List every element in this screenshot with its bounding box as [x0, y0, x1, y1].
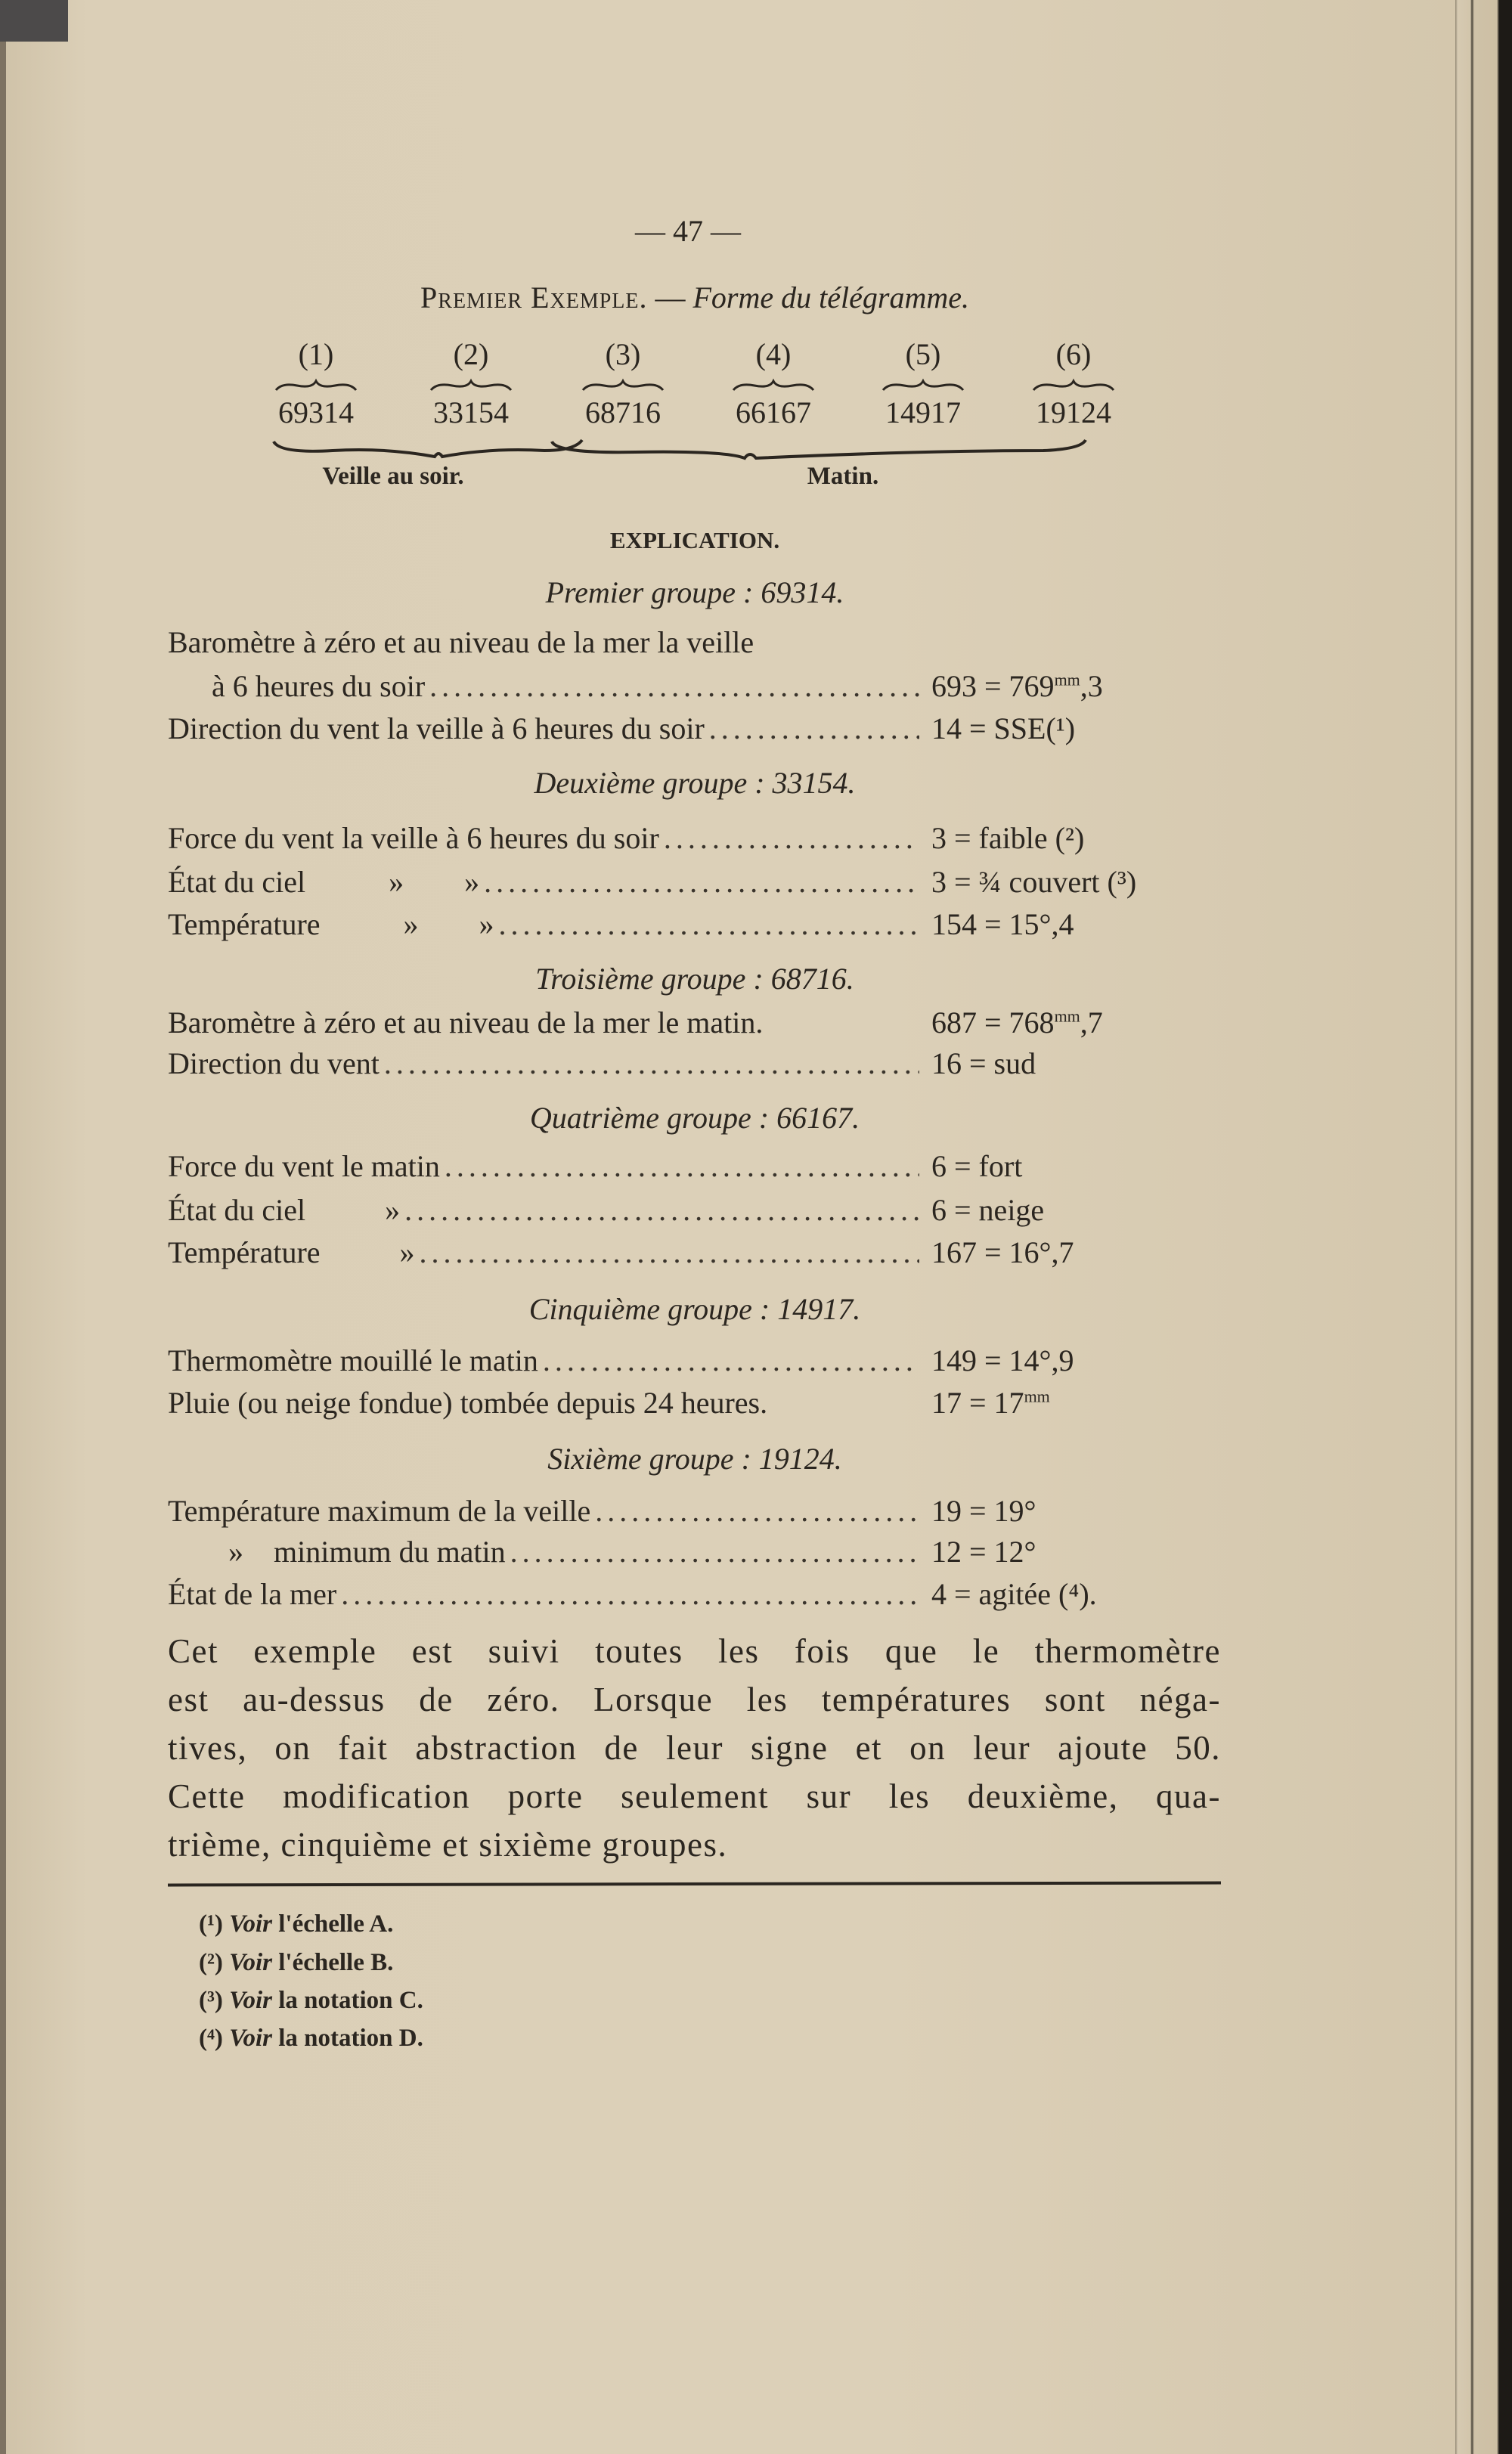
- value-suffix: (³): [1099, 865, 1137, 899]
- row-value: [931, 864, 1136, 900]
- value-suffix: ,3: [1080, 669, 1103, 703]
- row-label: Baromètre à zéro et au niveau de la mer le matin.: [168, 1005, 764, 1040]
- footnote-text: l'échelle B.: [278, 1949, 394, 1976]
- footnote-voir: Voir: [229, 2025, 272, 2052]
- page-number: — 47 —: [635, 214, 741, 248]
- row-label: État du ciel: [168, 1193, 306, 1227]
- explication-row: [168, 711, 924, 746]
- footnote-mark: (⁴): [199, 2025, 223, 2052]
- value-main: 6 = fort: [931, 1149, 1023, 1183]
- binding-edge: [0, 0, 6, 2454]
- row-label: Force du vent la veille à 6 heures du soir: [168, 821, 659, 855]
- footnote: [199, 1987, 423, 2015]
- row-value: [931, 1343, 1074, 1378]
- dot-leader: [543, 1343, 919, 1378]
- row-label: Force du vent le matin: [168, 1149, 440, 1183]
- value-main: 17 = 17: [931, 1386, 1024, 1420]
- group-index: (1): [298, 337, 334, 371]
- group-title: Troisième groupe : 68716.: [535, 962, 854, 996]
- paragraph-line: Cette modification porte seulement sur les deuxième, qua-: [168, 1777, 1221, 1815]
- small-brace-icon: [274, 378, 358, 393]
- example-heading: [420, 280, 969, 315]
- explication-row: [168, 906, 924, 942]
- explication-row: [168, 1385, 924, 1421]
- ditto-mark: » »: [403, 907, 494, 941]
- row-label: Pluie (ou neige fondue) tombée depuis 24 heures.: [168, 1386, 768, 1420]
- row-value: [931, 1576, 1097, 1612]
- group-index: (4): [755, 337, 792, 371]
- explication-row: [168, 1343, 924, 1378]
- footnote-text: la notation D.: [278, 2025, 423, 2052]
- footnote-text: l'échelle A.: [278, 1910, 394, 1938]
- row-value: [931, 1385, 1050, 1421]
- value-main: 16 = sud: [931, 1046, 1036, 1080]
- group-code: 68716: [585, 395, 661, 429]
- value-suffix: (¹): [1046, 711, 1076, 745]
- footnote-mark: (²): [199, 1949, 223, 1976]
- group-index: (3): [605, 337, 641, 371]
- group-title: Cinquième groupe : 14917.: [528, 1292, 861, 1326]
- row-value: [931, 1148, 1022, 1184]
- example-label: Premier Exemple.: [420, 280, 648, 314]
- value-suffix: (⁴).: [1051, 1577, 1097, 1611]
- explication-row: [168, 1534, 924, 1569]
- small-brace-icon: [732, 378, 815, 393]
- small-brace-icon: [429, 378, 513, 393]
- row-label: minimum du matin: [274, 1535, 506, 1569]
- footnote-mark: (¹): [199, 1910, 223, 1938]
- explication-row: [168, 1005, 924, 1040]
- dot-leader: [709, 711, 919, 746]
- group-title: Deuxième groupe : 33154.: [534, 766, 856, 800]
- group-index: (6): [1055, 337, 1092, 371]
- dot-leader: [499, 906, 919, 942]
- ditto-mark: »: [228, 1535, 243, 1569]
- ditto-mark: »: [399, 1235, 415, 1269]
- footnote-text: la notation C.: [278, 1987, 423, 2014]
- span-label-veille: Veille au soir.: [322, 463, 464, 490]
- paragraph-line: Cet exemple est suivi toutes les fois que le thermomètre: [168, 1632, 1221, 1670]
- row-value: [931, 1192, 1044, 1228]
- value-main: 3 = ¾ couvert: [931, 865, 1100, 899]
- dot-leader: [484, 864, 919, 900]
- row-value: [931, 1046, 1036, 1081]
- row-label: Thermomètre mouillé le matin: [168, 1343, 538, 1377]
- value-main: 154 = 15°,4: [931, 907, 1074, 941]
- scan-corner: [0, 0, 68, 42]
- brace-veille: [274, 440, 582, 457]
- row-label: Baromètre à zéro et au niveau de la mer la veille: [168, 625, 754, 659]
- small-brace-icon: [581, 378, 665, 393]
- row-value: [931, 906, 1074, 942]
- explication-row: [168, 864, 924, 900]
- footnote: [199, 1949, 393, 1977]
- footnote: [199, 1910, 393, 1938]
- explication-row: [168, 820, 924, 856]
- explication-row: [168, 1148, 924, 1184]
- explication-row: [168, 1046, 924, 1081]
- row-label: Température maximum de la veille: [168, 1494, 591, 1528]
- row-label: État de la mer: [168, 1577, 337, 1611]
- dot-leader: [429, 668, 919, 704]
- group-title: Quatrième groupe : 66167.: [529, 1101, 860, 1135]
- value-unit: mm: [1024, 1387, 1050, 1406]
- dot-leader: [510, 1534, 919, 1569]
- value-main: 14 = SSE: [931, 711, 1046, 745]
- value-main: 3 = faible: [931, 821, 1048, 855]
- explication-title: EXPLICATION.: [609, 527, 780, 553]
- row-label: Direction du vent: [168, 1046, 380, 1080]
- small-brace-icon: [1032, 378, 1115, 393]
- dot-leader: [445, 1148, 919, 1184]
- explication-row: [168, 1576, 924, 1612]
- row-label: à 6 heures du soir: [212, 669, 426, 703]
- value-suffix: ,7: [1080, 1005, 1103, 1040]
- row-label: Température: [168, 1235, 321, 1269]
- row-value: [931, 1235, 1074, 1270]
- dot-leader: [341, 1576, 919, 1612]
- example-subtitle: Forme du télégramme.: [692, 280, 969, 314]
- footnote: [199, 2025, 423, 2053]
- span-label-matin: Matin.: [807, 463, 879, 490]
- value-unit: mm: [1054, 670, 1080, 689]
- value-main: 4 = agitée: [931, 1577, 1052, 1611]
- group-code: 66167: [736, 395, 811, 429]
- value-suffix: (²): [1047, 821, 1085, 855]
- row-value: [931, 820, 1084, 856]
- explication-row: [168, 1493, 924, 1529]
- footnote-voir: Voir: [229, 1987, 272, 2014]
- value-main: 149 = 14°,9: [931, 1343, 1074, 1377]
- row-value: [931, 1493, 1036, 1529]
- dot-leader: [420, 1235, 919, 1270]
- explication-row: [168, 1192, 924, 1228]
- group-title: Sixième groupe : 19124.: [547, 1442, 842, 1476]
- group-code: 69314: [278, 395, 354, 429]
- small-brace-icon: [881, 378, 965, 393]
- group-code: 14917: [885, 395, 961, 429]
- explication-row: [168, 624, 924, 660]
- value-main: 693 = 769: [931, 669, 1055, 703]
- row-label: Direction du vent la veille à 6 heures du soir: [168, 711, 705, 745]
- row-value: [931, 1005, 1103, 1040]
- brace-matin: [552, 440, 1086, 458]
- dot-leader: [595, 1493, 919, 1529]
- heading-dash: —: [655, 280, 686, 314]
- paragraph-line: tives, on fait abstraction de leur signe et on leur ajoute 50.: [168, 1729, 1221, 1767]
- dot-leader: [404, 1192, 919, 1228]
- row-label: Température: [168, 907, 321, 941]
- value-unit: mm: [1054, 1006, 1080, 1026]
- group-code: 19124: [1036, 395, 1111, 429]
- row-value: [931, 711, 1075, 746]
- group-index: (5): [905, 337, 941, 371]
- dot-leader: [664, 820, 919, 856]
- value-main: 687 = 768: [931, 1005, 1055, 1040]
- ditto-mark: »: [385, 1193, 401, 1227]
- ditto-mark: » »: [389, 865, 480, 899]
- paragraph-line: est au-dessus de zéro. Lorsque les températures sont néga-: [168, 1681, 1221, 1718]
- row-label: État du ciel: [168, 865, 306, 899]
- dot-leader: [384, 1046, 919, 1081]
- footnote-voir: Voir: [229, 1949, 272, 1976]
- group-title: Premier groupe : 69314.: [545, 575, 844, 609]
- group-index: (2): [453, 337, 489, 371]
- value-main: 19 = 19°: [931, 1494, 1036, 1528]
- group-code: 33154: [433, 395, 509, 429]
- paragraph-line: trième, cinquième et sixième groupes.: [168, 1826, 728, 1864]
- footnote-voir: Voir: [229, 1910, 272, 1938]
- value-main: 6 = neige: [931, 1193, 1045, 1227]
- row-value: [931, 1534, 1036, 1569]
- explication-row: [168, 1235, 924, 1270]
- page-edge: [1455, 0, 1512, 2454]
- value-main: 12 = 12°: [931, 1535, 1036, 1569]
- footnote-mark: (³): [199, 1987, 223, 2014]
- value-main: 167 = 16°,7: [931, 1235, 1074, 1269]
- explication-row: [168, 668, 924, 704]
- row-value: [931, 668, 1103, 704]
